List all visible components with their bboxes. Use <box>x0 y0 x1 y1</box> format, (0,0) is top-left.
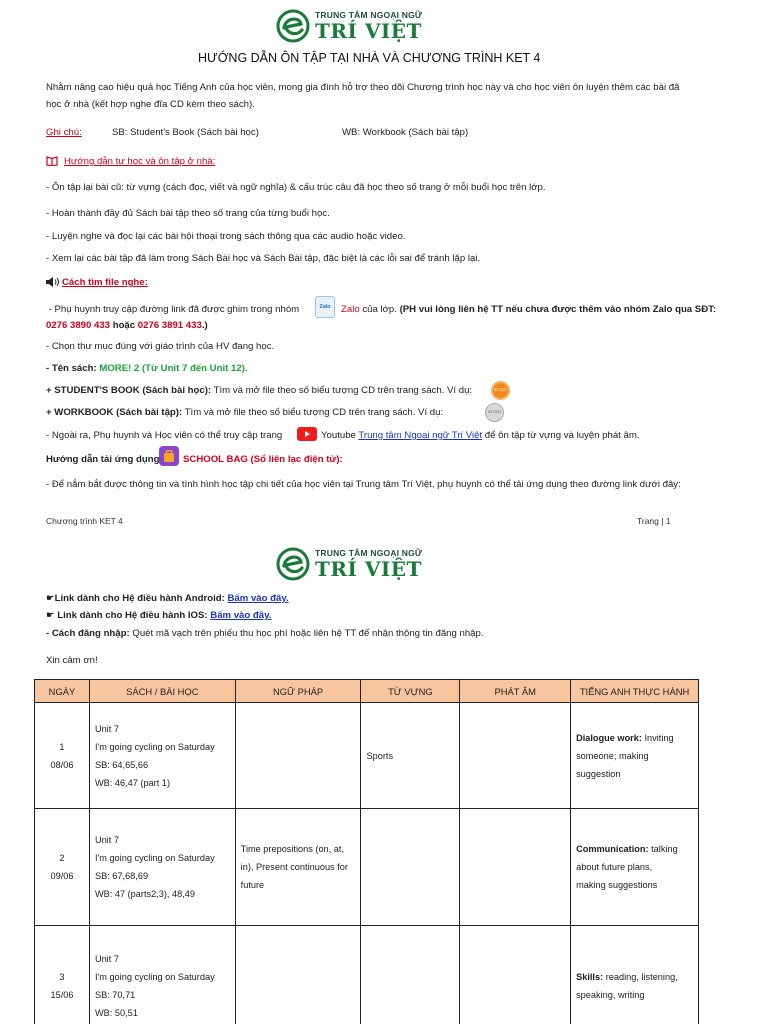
vocab-cell <box>361 926 460 1024</box>
wb-text: Tìm và mở file theo số biểu tượng CD trên trang sách. Ví dụ: <box>184 407 444 418</box>
header-practice: TIẾNG ANH THỰC HÀNH <box>571 680 699 703</box>
book-icon <box>46 156 58 169</box>
day-number: 2 <box>59 853 65 863</box>
zalo-icon-text: Zalo <box>319 304 331 310</box>
practice-cell <box>571 926 699 1024</box>
book-name-line <box>46 361 248 376</box>
day-cell <box>35 703 90 809</box>
cd-grey-icon <box>485 403 504 422</box>
ios-link[interactable]: Bấm vào đây. <box>210 610 272 621</box>
logo-top-line: TRUNG TÂM NGOẠI NGỮ <box>315 548 423 559</box>
phone-2: 0276 3891 433 <box>137 320 202 331</box>
header-grammar: NGỮ PHÁP <box>235 680 361 703</box>
practice-label: Communication: <box>576 844 649 854</box>
speaker-icon <box>45 276 61 291</box>
practice-label: Skills: <box>576 971 604 982</box>
note-sb: SB: Student's Book (Sách bài học) <box>112 127 259 138</box>
practice-line: about future plans, <box>576 862 653 872</box>
book-cell <box>89 926 235 1024</box>
logo-name: TRÍ VIỆT <box>315 18 422 43</box>
selfstudy-item: - Luyện nghe và đọc lại các bài hội thoại trong sách thông qua các audio hoặc video. <box>46 231 406 242</box>
book-name-value: MORE! 2 (Từ Unit 7 đến Unit 12). <box>99 363 248 374</box>
audio-line-1-pre: - Phụ huynh truy cập đường link đã được ghim trong nhóm <box>48 304 300 315</box>
wb-pages: WB: 46,47 (part 1) <box>94 777 170 788</box>
intro-line-2: học ở nhà (kết hợp nghe đĩa CD kèm theo sách). <box>46 99 255 110</box>
logo <box>275 8 422 44</box>
sb-pages: SB: 64,65,66 <box>94 759 149 770</box>
footer-left: Chương trình KET 4 <box>46 516 123 526</box>
phone-line <box>46 318 208 333</box>
ios-line <box>46 608 271 623</box>
header-day: NGÀY <box>35 680 90 703</box>
note-label: Ghi chú: <box>46 127 82 138</box>
youtube-icon <box>297 427 317 441</box>
phone-close: .) <box>201 320 208 331</box>
phone-or: hoặc <box>112 320 136 331</box>
day-number: 1 <box>59 741 65 752</box>
logo <box>275 546 422 582</box>
pron-cell <box>460 926 571 1024</box>
android-line <box>46 591 289 606</box>
practice-line: suggestion <box>576 768 621 779</box>
schedule-table <box>34 679 699 1024</box>
day-date: 15/06 <box>50 989 74 1000</box>
day-cell <box>35 926 90 1024</box>
app-name: SCHOOL BAG (Sổ liên lạc điện tử): <box>183 454 343 465</box>
practice-cell <box>571 703 699 809</box>
app-desc: - Để nắm bắt được thông tin và tình hình học tập chi tiết của học viên tại Trung tâm Trí Việt, phụ huynh có thể tải ứng dụng theo đường link dưới đây: <box>46 479 681 490</box>
app-label: Hướng dẫn tải ứng dụng <box>46 454 160 465</box>
phone-1: 0276 3890 433 <box>46 320 111 331</box>
unit: Unit 7 <box>94 835 119 845</box>
cd-grey-text: 02 CD1 <box>487 409 502 414</box>
book-name-label: - Tên sách: <box>46 363 97 374</box>
page-title: HƯỚNG DẪN ÔN TẬP TẠI NHÀ VÀ CHƯƠNG TRÌNH KET 4 <box>198 51 541 65</box>
selfstudy-item: - Xem lại các bài tập đã làm trong Sách Bài học và Sách Bài tập, đặc biệt là các lỗi sai để tránh lặp lại. <box>46 253 481 264</box>
sb-pages: SB: 67,68,69 <box>94 871 149 881</box>
table-row <box>35 926 699 1024</box>
table-header-row <box>35 680 699 703</box>
selfstudy-item: - Hoàn thành đầy đủ Sách bài tập theo số trang của từng buổi học. <box>46 208 330 219</box>
youtube-label: Youtube <box>321 430 356 441</box>
practice-line: making suggestions <box>576 880 658 890</box>
header-vocab: TỪ VỰNG <box>361 680 460 703</box>
header-book: SÁCH / BÀI HỌC <box>89 680 235 703</box>
footer-right: Trang | 1 <box>637 516 671 526</box>
logo-icon <box>275 8 311 44</box>
book-cell <box>89 703 235 809</box>
day-date: 08/06 <box>50 759 74 770</box>
sb-pages: SB: 70,71 <box>94 989 136 1000</box>
sb-label: + STUDENT'S BOOK (Sách bài học): <box>46 385 212 396</box>
lesson-title: I'm going cycling on Saturday <box>94 741 215 752</box>
vocab-cell: Sports <box>361 703 460 809</box>
audio-line-1-post: của lớp. <box>362 304 397 315</box>
login-text: Quét mã vạch trên phiếu thu học phí hoặc liên hệ TT để nhận thông tin đăng nhập. <box>132 628 484 639</box>
unit: Unit 7 <box>94 953 119 964</box>
unit: Unit 7 <box>94 723 119 734</box>
pron-cell <box>460 809 571 926</box>
wb-pages: WB: 50,51 <box>94 1007 138 1018</box>
grammar-line: in), Present continuous for <box>240 862 348 872</box>
wb-pages: WB: 47 (parts2,3), 48,49 <box>94 889 196 899</box>
lesson-title: I'm going cycling on Saturday <box>94 853 215 863</box>
android-label: Link dành cho Hệ điều hành Android: <box>54 593 225 604</box>
sb-line <box>46 383 472 398</box>
vocab-cell <box>361 809 460 926</box>
selfstudy-heading: Hướng dẫn tự học và ôn tập ở nhà: <box>64 156 216 167</box>
logo-top-line: TRUNG TÂM NGOẠI NGỮ <box>315 10 423 21</box>
table-row <box>35 809 699 926</box>
practice-line: someone; making <box>576 750 649 761</box>
wb-line <box>46 405 443 420</box>
practice-line: speaking, writing <box>576 989 645 1000</box>
cd-orange-icon <box>491 381 510 400</box>
folder-line: - Chọn thư mục đúng với giáo trình của HV đang học. <box>46 341 275 352</box>
practice-line: talking <box>651 844 678 854</box>
android-link[interactable]: Bấm vào đây. <box>227 593 289 604</box>
pointing-hand-icon: ☛ <box>46 610 55 621</box>
pointing-hand-icon: ☛ <box>46 593 55 604</box>
grammar-line: Time prepositions (on, at, <box>240 844 344 854</box>
youtube-line-pre: - Ngoài ra, Phụ huynh và Học viên có thể truy cập trang <box>46 430 283 441</box>
youtube-line-rest <box>321 428 640 443</box>
sb-text: Tìm và mở file theo số biểu tượng CD trên trang sách. Ví dụ: <box>213 385 473 396</box>
table-row <box>35 703 699 809</box>
note-wb: WB: Workbook (Sách bài tập) <box>342 127 469 138</box>
schoolbag-icon <box>159 446 179 466</box>
day-number: 3 <box>59 971 65 982</box>
audio-line-1-bold: (PH vui lòng liên hệ TT nếu chưa được thêm vào nhóm Zalo qua SĐT: <box>399 304 717 315</box>
day-cell <box>35 809 90 926</box>
day-date: 09/06 <box>50 871 74 881</box>
pron-cell <box>460 703 571 809</box>
cd-orange-text: 02 CD1 <box>493 387 508 392</box>
login-label: - Cách đăng nhập: <box>46 628 130 639</box>
grammar-cell <box>235 809 361 926</box>
thanks: Xin cảm ơn! <box>46 655 98 666</box>
practice-line: Inviting <box>644 732 674 743</box>
logo-name: TRÍ VIỆT <box>315 556 422 581</box>
grammar-cell <box>235 926 361 1024</box>
book-cell <box>89 809 235 926</box>
ios-label: Link dành cho Hệ điều hành IOS: <box>57 610 208 621</box>
practice-label: Dialogue work: <box>576 732 642 743</box>
intro-line-1: Nhằm nâng cao hiệu quả học Tiếng Anh của học viên, mong gia đình hỗ trợ theo dõi Chương trình học này và cho học viên ôn luyện thêm các bài đã <box>46 82 680 93</box>
selfstudy-item: - Ôn tập lại bài cũ: từ vựng (cách đọc, viết và ngữ nghĩa) & cấu trúc câu đã học theo số trang ở mỗi buổi học trên lớp. <box>46 182 546 193</box>
youtube-line-post: để ôn tập từ vựng và luyện phát âm. <box>484 430 640 441</box>
header-pron: PHÁT ÂM <box>460 680 571 703</box>
login-line <box>46 626 484 641</box>
youtube-channel-link[interactable]: Trung tâm Ngoại ngữ Trí Việt <box>358 430 483 441</box>
audio-heading: Cách tìm file nghe: <box>62 277 148 288</box>
practice-cell <box>571 809 699 926</box>
zalo-label: Zalo <box>341 304 360 315</box>
practice-line: reading, listening, <box>605 971 678 982</box>
zalo-icon <box>315 296 335 318</box>
grammar-line: future <box>240 880 265 890</box>
wb-label: + WORKBOOK (Sách bài tập): <box>46 407 183 418</box>
grammar-cell <box>235 703 361 809</box>
audio-line-1 <box>46 302 299 317</box>
logo-icon <box>275 546 311 582</box>
lesson-title: I'm going cycling on Saturday <box>94 971 215 982</box>
audio-line-1-rest <box>341 302 716 317</box>
